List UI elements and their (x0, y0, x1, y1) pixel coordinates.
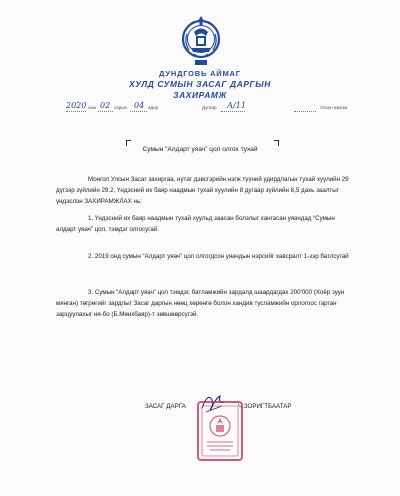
date-year: 2020 (66, 101, 87, 110)
month-underline (98, 111, 113, 112)
document-subject: Сумын “Алдарт уяач” цол олгох тухай (142, 146, 258, 153)
date-day: 04 (134, 101, 145, 110)
document-number-label: Дугаар (202, 105, 217, 110)
date-month-label: сарын (114, 105, 127, 110)
aimag-name: ДУНДГОВЬ АЙМАГ (159, 69, 241, 78)
preamble-paragraph: Монгол Улсын Засаг захиргаа, нутаг дэвсгэрийн нэгж түүний удирдлагын тухай хуулийн 29 дүгээр зүйлийн 29.2, Үндэсний их баяр наадмын тухай хуулийн 8 дугаар зүйлийн 8,5 дахь заалтыг үндэслэн ЗАХИРАМЖЛАХ нь: (56, 176, 349, 205)
document-number: А/11 (227, 101, 246, 110)
date-year-label: оны (88, 105, 97, 110)
governor-office-name: ХУЛД СУМЫН ЗАСАГ ДАРГЫН (129, 79, 271, 89)
order-item-1: 1. Үндэсний их баяр наадмын тухай хуульд заасан болзлыг хангасан уяачдад “Сумын алдарт уяач” цол, тэмдэг олгосугай. (56, 215, 335, 233)
date-month: 02 (100, 101, 111, 110)
issue-location: Улаан жирэм (320, 105, 348, 110)
location-underline (294, 111, 316, 112)
day-underline (130, 111, 147, 112)
date-number-row (66, 100, 366, 114)
order-item-3: 3. Сумын “Алдарт уяач” цол тэмдэг, батламжийн зардалд шаардагдах 200'000 (Хоёр зуун мянган) төгрөгийг зардлыг Засаг даргын нөөц хөрөнгө болон хандив тусламжийн орлогоос гарган зарцуулахыг ня-бо (Б.Мөнхбаяр)-т зөвшөөрсүгэй. (56, 289, 345, 318)
signatory-title: ЗАСАГ ДАРГА (145, 403, 186, 410)
state-emblem-icon (181, 10, 221, 68)
year-underline (66, 111, 86, 112)
signatory-name: Ч.ЗОРИГТБААТАР (238, 403, 292, 410)
document-type: ЗАХИРАМЖ (173, 90, 227, 100)
order-item-2: 2. 2019 онд сумын “Алдарт уяач” цол олгогдсон уяачдын нэрсийг хавсралт 1-зэр батлсугай (88, 253, 349, 260)
official-seal-stamp (196, 400, 244, 462)
date-day-label: өдөр (148, 105, 159, 110)
number-underline (221, 111, 245, 112)
